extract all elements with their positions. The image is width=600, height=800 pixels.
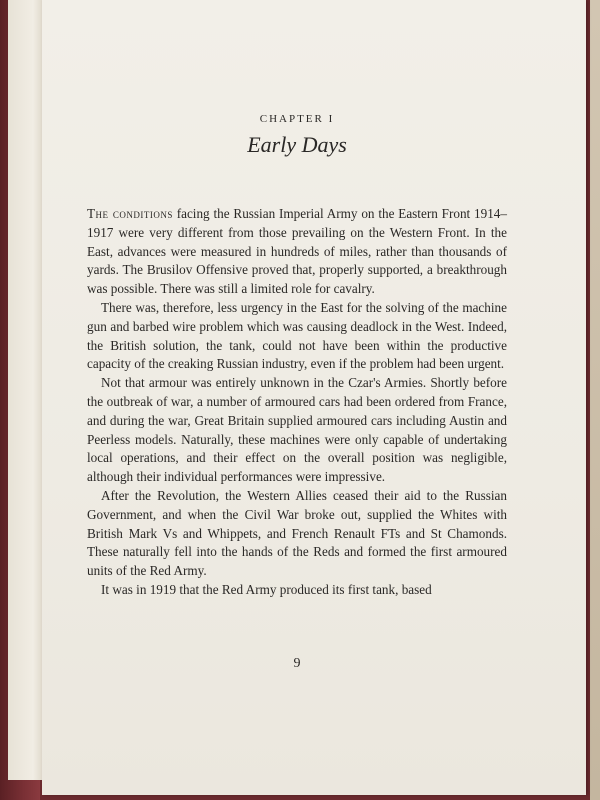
chapter-title: Early Days (247, 132, 347, 157)
page-number: 9 (293, 656, 301, 671)
book-page (42, 0, 586, 795)
page-content (87, 0, 507, 795)
paragraph-4: After the Revolution, the Western Allies ceased their aid to the Russian Government, and when the Civil War broke out, supplied the Whites with British Mark Vs and Whippets, and French Renault FTs and St Chamonds. These naturally fell into the hands of the Reds and formed the first armoured units of the Red Army. (87, 487, 507, 579)
paragraph-2: There was, therefore, less urgency in the East for the solving of the machine gun and barbed wire problem which was causing deadlock in the West. Indeed, the British solution, the tank, could not have been within the productive capacity of the creaking Russian industry, even if the problem had been urgent. (87, 299, 507, 372)
left-page-strip (8, 0, 45, 780)
body-text (87, 205, 507, 600)
paragraph-1 (87, 205, 507, 299)
paragraph-lead: The conditions (87, 206, 173, 221)
paragraph-3: Not that armour was entirely unknown in the Czar's Armies. Shortly before the outbreak of war, a number of armoured cars had been ordered from France, and during the war, Great Britain supplied armoured cars including Austin and Peerless models. Naturally, these machines were only capable of undertaking local operations, and their effect on the overall position was negligible, although their individual performances were impressive. (87, 375, 507, 485)
paragraph-1-text: facing the Russian Imperial Army on the Eastern Front 1914–1917 were very different from those prevailing on the Western Front. In the East, advances were measured in hundreds of miles, rather than thousands of yards. The Brusilov Offensive proved that, properly supported, a breakthrough was possible. There was still a limited role for cavalry. (87, 206, 507, 297)
chapter-label: CHAPTER I (259, 113, 335, 125)
paragraph-5: It was in 1919 that the Red Army produced its first tank, based (101, 581, 432, 597)
